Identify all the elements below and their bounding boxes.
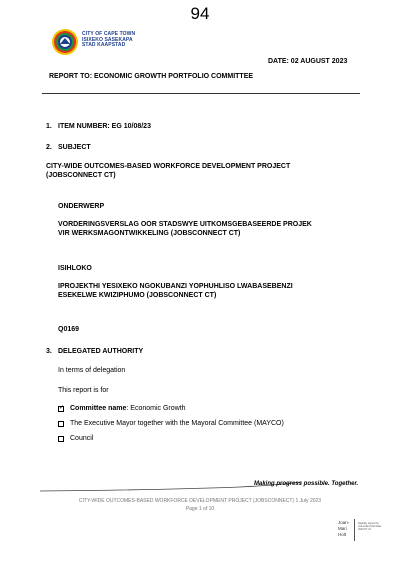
- subject-line: VIR WERKSMAGONTWIKKELING (JOBSCONNECT CT): [58, 230, 241, 237]
- afrikaans-heading: ONDERWERP: [58, 203, 105, 210]
- report-to: REPORT TO: ECONOMIC GROWTH PORTFOLIO COMMITTEE: [49, 73, 254, 80]
- subject-heading-text: SUBJECT: [58, 144, 91, 151]
- unchecked-checkbox[interactable]: [58, 421, 64, 427]
- delegation-line: In terms of delegation: [58, 367, 126, 374]
- footer-page-count: Page 1 of 10: [185, 506, 215, 512]
- subject-line: VORDERINGSVERSLAG OOR STADSWYE UITKOMSGEBASEERDE PROJEK: [58, 221, 312, 228]
- delegated-authority-heading: [46, 347, 143, 356]
- logo-text-line: ISIXEKO SASEKAPA: [82, 36, 133, 43]
- subject-line: CITY-WIDE OUTCOMES-BASED WORKFORCE DEVELOPMENT PROJECT: [46, 163, 291, 170]
- option-council[interactable]: [58, 435, 93, 442]
- option-label: The Executive Mayor together with the Mayoral Committee (MAYCO): [70, 420, 284, 427]
- reference-number: Q0169: [58, 326, 80, 333]
- logo-text: [82, 32, 135, 49]
- unchecked-checkbox[interactable]: [58, 436, 64, 442]
- option-committee[interactable]: [58, 405, 186, 412]
- report-date: DATE: 02 AUGUST 2023: [268, 58, 348, 65]
- section-number: 2.: [46, 144, 52, 151]
- option-label: : Economic Growth: [126, 405, 186, 412]
- signature-name: Joan-: [338, 520, 350, 525]
- logo-text-line: STAD KAAPSTAD: [82, 42, 126, 49]
- subject-afrikaans: [58, 220, 312, 238]
- subject-line: ESEKELWE KWIZIPHUMO (JOBSCONNECT CT): [58, 292, 217, 299]
- subject-line: (JOBSCONNECT CT): [46, 172, 116, 179]
- logo-text-line: CITY OF CAPE TOWN: [82, 31, 136, 37]
- checked-checkbox[interactable]: [58, 406, 64, 412]
- footer-document-title: CITY-WIDE OUTCOMES-BASED WORKFORCE DEVELOPMENT PROJECT (JOBSCONNECT) 1 July 2023: [78, 498, 322, 504]
- subject-heading: [46, 143, 91, 152]
- option-mayco[interactable]: [58, 420, 284, 427]
- section-number: 3.: [46, 348, 52, 355]
- signature-name: Holt: [338, 532, 347, 537]
- city-logo: [51, 28, 79, 56]
- section-number: 1.: [46, 123, 52, 130]
- report-for-line: This report is for: [58, 387, 109, 394]
- xhosa-heading: ISIHLOKO: [58, 265, 92, 272]
- delegated-heading-text: DELEGATED AUTHORITY: [58, 348, 144, 355]
- header-divider: [42, 93, 360, 94]
- subject-line: IPROJEKTHI YESIXEKO NGOKUBANZI YOPHUHLISO LWABASEBENZI: [58, 283, 293, 290]
- subject-xhosa: [58, 282, 293, 300]
- item-number: [46, 122, 151, 131]
- footer-tagline: Making progress possible. Together.: [254, 481, 359, 487]
- signature-note: Digitally signed by Joan-Mari Holt Date: 2023.07.21: [358, 522, 382, 532]
- subject-english: [46, 162, 290, 180]
- page-number: 94: [190, 4, 210, 23]
- signature-name: Mari: [338, 526, 347, 531]
- signature-divider: [354, 519, 355, 541]
- item-number-text: ITEM NUMBER: EG 10/08/23: [58, 123, 151, 130]
- option-label: Council: [70, 435, 94, 442]
- digital-signature: [338, 520, 349, 538]
- option-label-bold: Committee name: [70, 405, 127, 412]
